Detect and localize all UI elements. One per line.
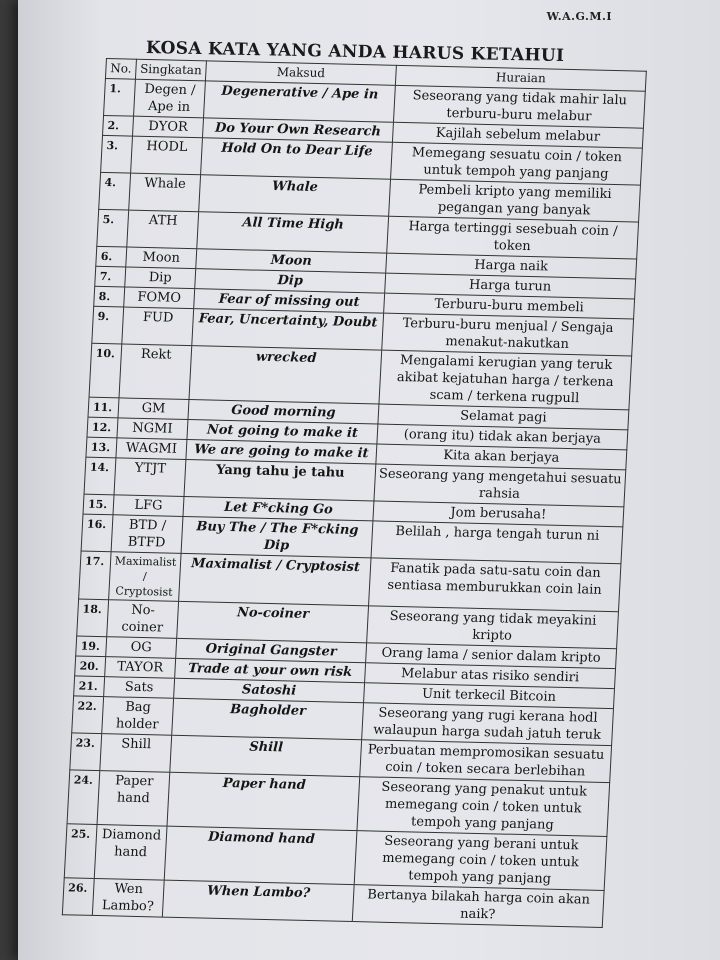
row-description: Harga turun [385,273,636,299]
row-meaning: Fear of missing out [194,289,385,313]
row-description: Terburu-buru menjual / Sengaja menakut-nakutkan [382,313,634,356]
row-meaning: Let F*cking Go [183,496,374,520]
row-meaning: Not going to make it [187,420,378,444]
page-title: KOSA KATA YANG ANDA HARUS KETAHUI [145,38,565,67]
row-number: 7. [95,266,126,287]
row-description: Orang lama / senior dalam kripto [366,643,617,669]
row-description: Seseorang yang rugi kerana hodl walaupun harga sudah jatuh teruk [362,703,614,746]
row-abbreviation: HODL [131,136,203,175]
row-meaning: Maximalist / Cryptosist [179,553,371,605]
row-description: Seseorang yang tidak mahir lalu terburu-buru melabur [393,85,645,128]
row-meaning: Trade at your own risk [175,658,366,682]
row-meaning: No-coiner [177,601,369,642]
row-meaning: When Lambo? [162,880,354,921]
row-number: 3. [101,135,133,173]
row-number: 4. [99,172,131,210]
row-description: Pembeli kripto yang memiliki pegangan yang banyak [389,179,641,222]
row-description: Harga naik [386,253,637,279]
row-abbreviation: Whale [129,173,201,212]
row-number: 16. [81,514,113,552]
row-meaning: Original Gangster [176,638,367,662]
row-meaning: Fear, Uncertainty, Doubt [192,309,384,350]
row-abbreviation: Diamond hand [94,825,167,881]
row-abbreviation: Sats [104,677,175,699]
row-description: Seseorang yang penakut untuk memegang coin / token untuk tempoh yang panjang [357,777,610,837]
row-abbreviation: Degen / Ape in [134,79,206,118]
row-meaning: Whale [199,175,391,216]
row-description: Unit terkecil Bitcoin [364,683,615,709]
row-meaning: Do Your Own Research [202,118,393,142]
row-abbreviation: GM [118,398,189,420]
row-abbreviation: DYOR [133,116,204,138]
row-number: 9. [92,306,124,344]
row-number: 17. [79,551,111,600]
row-description: Seseorang yang tidak meyakini kripto [367,606,619,649]
row-description: Melabur atas risiko sendiri [365,663,616,689]
row-number: 25. [64,824,97,879]
row-description: (orang itu) tidak akan berjaya [377,424,628,450]
row-abbreviation: Moon [126,247,197,269]
row-abbreviation: Rekt [119,344,192,400]
row-abbreviation: Wen Lambo? [92,878,164,917]
row-number: 19. [76,636,107,657]
row-number: 10. [89,343,122,398]
row-description: Selamat pagi [378,404,629,430]
row-meaning: Buy The / The F*cking Dip [181,516,373,557]
row-meaning: Hold On to Dear Life [201,138,393,179]
row-number: 20. [75,656,106,677]
row-description: Harga tertinggi sesebuah coin / token [387,216,639,259]
row-meaning: All Time High [197,212,389,253]
row-description: Kajilah sebelum melabur [392,122,643,148]
header-tag: W.A.G.M.I [546,10,612,23]
row-description: Perbuatan mempromosikan sesuatu coin / token secara berlebihan [360,740,612,783]
column-header-meaning: Maksud [205,61,396,85]
row-number: 5. [97,209,129,247]
row-number: 21. [74,676,105,697]
row-number: 13. [86,437,117,458]
column-header-desc: Huraian [395,65,646,91]
row-abbreviation: OG [106,637,177,659]
row-meaning: Dip [195,269,386,293]
row-abbreviation: TAYOR [105,657,176,679]
row-number: 26. [62,878,94,916]
row-abbreviation: NGMI [117,418,188,440]
row-description: Belilah , harga tengah turun ni [371,521,623,564]
row-abbreviation: Shill [100,734,172,773]
row-abbreviation: BTD / BTFD [111,515,183,554]
row-meaning: Moon [196,249,387,273]
column-header-no: No. [105,59,136,80]
row-number: 8. [94,286,125,307]
row-abbreviation: FUD [122,307,194,346]
row-meaning: Shill [170,735,362,776]
column-header-abbr: Singkatan [135,59,206,81]
row-description: Seseorang yang berani untuk memegang coin / token untuk tempoh yang panjang [354,831,607,891]
row-number: 2. [103,115,134,136]
row-description: Seseorang yang mengetahui sesuatu rahsia [374,464,626,507]
row-abbreviation: Paper hand [97,771,170,827]
row-meaning: wrecked [189,346,382,404]
row-meaning: Paper hand [167,772,360,830]
row-abbreviation: YTJT [114,458,186,497]
row-meaning: Bagholder [172,698,364,739]
row-description: Mengalami kerugian yang teruk akibat kejatuhan harga / terkena scam / terkena rugpull [379,350,632,410]
row-abbreviation: No-coiner [107,600,179,639]
row-number: 12. [87,417,118,438]
row-description: Kita akan berjaya [376,444,627,470]
row-description: Jom berusaha! [373,501,624,527]
vocabulary-table [62,58,647,928]
row-description: Fanatik pada satu-satu coin dan sentiasa memburukkan coin lain [369,558,621,612]
row-number: 18. [77,599,109,637]
document-page [18,0,720,960]
row-abbreviation: WAGMI [116,438,187,460]
row-number: 14. [84,457,116,495]
row-description: Terburu-buru membeli [384,293,635,319]
row-number: 11. [88,397,119,418]
row-meaning: Diamond hand [164,826,357,884]
row-number: 15. [83,494,114,515]
row-abbreviation: Maximalist / Cryptosist [109,552,181,602]
row-abbreviation: ATH [127,210,199,249]
row-meaning: Good morning [188,400,379,424]
row-meaning: We are going to make it [186,440,377,464]
row-abbreviation: LFG [113,495,184,517]
row-number: 22. [72,696,104,734]
row-meaning: Yang tahu je tahu [184,459,376,500]
row-number: 23. [70,733,102,771]
row-number: 1. [104,78,136,116]
row-meaning: Degenerative / Ape in [204,81,396,122]
row-meaning: Satoshi [174,678,365,702]
row-number: 24. [67,770,100,825]
vocabulary-table-wrapper [62,58,647,928]
row-abbreviation: Bag holder [102,697,174,736]
row-abbreviation: Dip [125,267,196,289]
row-abbreviation: FOMO [124,287,195,309]
row-number: 6. [96,246,127,267]
row-description: Bertanya bilakah harga coin akan naik? [352,885,604,928]
row-description: Memegang sesuatu coin / token untuk tempoh yang panjang [391,142,643,185]
